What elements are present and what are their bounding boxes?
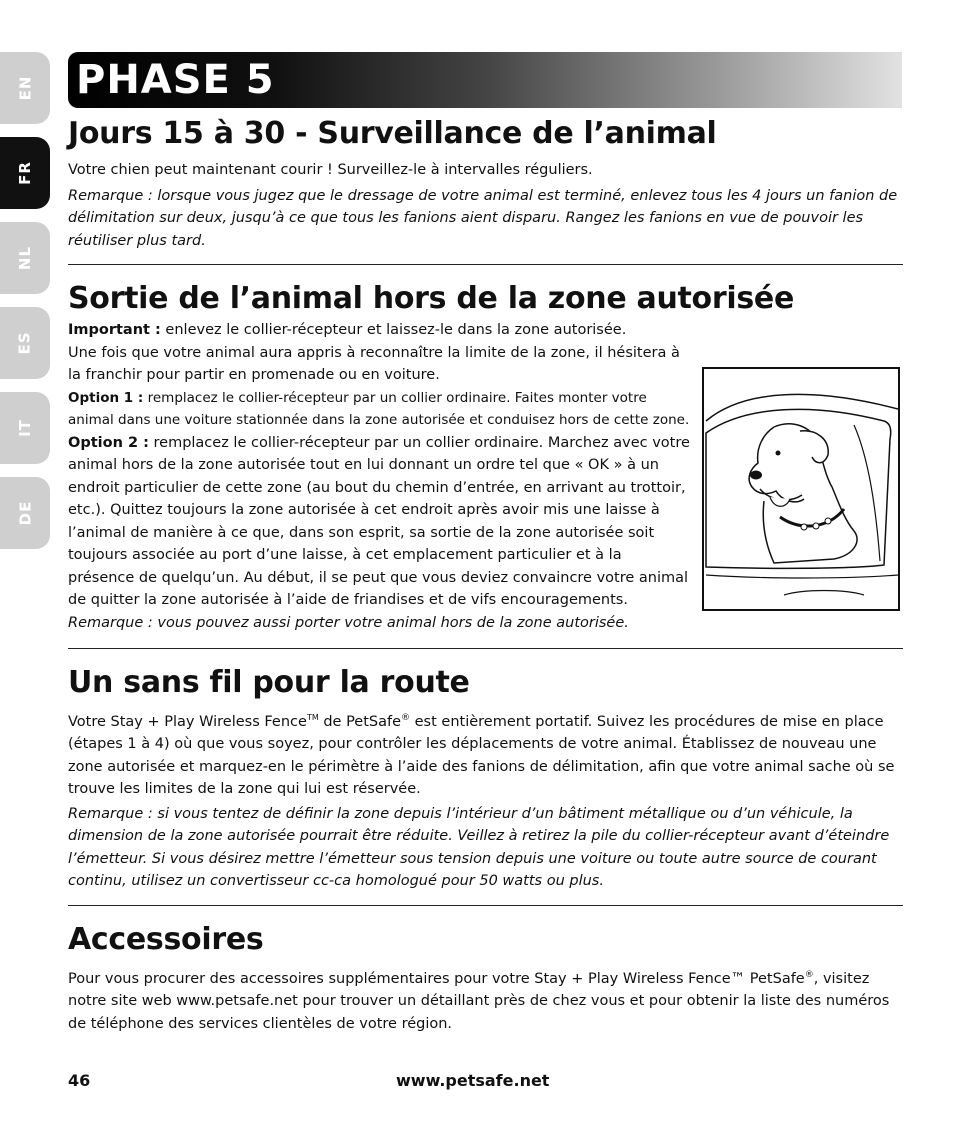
registered-mark: ®: [804, 969, 814, 980]
section-heading-portable: Un sans fil pour la route: [68, 665, 470, 700]
accessories-body-b: , visitez notre site web www.petsafe.net pour trouver un détaillant près de chez vous et pour obtenir la liste des numéros de téléphone des services clientèles de votre région.: [68, 970, 890, 1032]
dog-car-drawing: [704, 369, 898, 609]
important-label: Important :: [68, 322, 161, 338]
option-1-label: Option 1 :: [68, 389, 144, 406]
section-heading-accessories: Accessoires: [68, 921, 264, 957]
website-link[interactable]: www.petsafe.net: [396, 1071, 550, 1090]
divider: [68, 905, 903, 906]
surveillance-body: Votre chien peut maintenant courir ! Surveillez-le à intervalles réguliers.: [68, 162, 593, 178]
portable-body-b: de PetSafe: [318, 713, 402, 730]
option-2-label: Option 2 :: [68, 434, 149, 451]
tab-de[interactable]: DE: [0, 477, 50, 549]
divider: [68, 264, 903, 265]
portable-note: Remarque : si vous tentez de définir la zone depuis l’intérieur d’un bâtiment métallique ou d’un véhicule, la dimension de la zone autorisée pourrait être réduite. Veillez à retirez la pile du collier-récepteur avant d’éteindre l’émetteur. Si vous désirez mettre l’émetteur sous tension depuis une voiture ou toute autre source de courant continu, utilisez un convertisseur cc-ca homologué pour 50 watts ou plus.: [68, 805, 890, 890]
portable-body: [68, 707, 903, 801]
portable-body-c: est entièrement portatif. Suivez les procédures de mise en place (étapes 1 à 4) où que vous soyez, pour contrôler les déplacements de votre animal. Établissez de nouveau une zone autorisée et marquez-en le périmètre à l’aide des fanions de délimitation, afin que votre animal sache où se trouve les limites de la zone qui lui est réservée.: [68, 713, 895, 798]
option-1-paragraph: [68, 387, 690, 432]
tab-fr[interactable]: FR: [0, 137, 50, 209]
section-heading-exit-zone: Sortie de l’animal hors de la zone autorisée: [68, 281, 794, 316]
page-number: 46: [68, 1071, 91, 1090]
accessories-body-a: Pour vous procurer des accessoires supplémentaires pour votre Stay + Play Wireless Fence™ PetSafe: [68, 970, 805, 987]
registered-mark: ®: [401, 713, 411, 723]
tab-en[interactable]: EN: [0, 52, 50, 124]
option-1-text: remplacez le collier-récepteur par un collier ordinaire. Faites monter votre animal dans une voiture stationnée dans la zone autorisée et conduisez hors de cette zone.: [68, 389, 690, 428]
exit-note: Remarque : vous pouvez aussi porter votre animal hors de la zone autorisée.: [68, 614, 629, 631]
phase-banner: [68, 52, 902, 108]
portable-body-a: Votre Stay + Play Wireless Fence: [68, 713, 307, 730]
important-text: enlevez le collier-récepteur et laissez-le dans la zone autorisée.: [160, 322, 627, 338]
tab-it[interactable]: IT: [0, 392, 50, 464]
dog-in-car-illustration: [702, 367, 900, 611]
phase-title: PHASE 5: [76, 57, 275, 103]
surveillance-note: Remarque : lorsque vous jugez que le dressage de votre animal est terminé, enlevez tous les 4 jours un fanion de délimitation sur deux, jusqu’à ce que tous les fanions aient disparu. Rangez les fanions en vue de pouvoir les réutiliser plus tard.: [68, 187, 898, 249]
tab-nl[interactable]: NL: [0, 222, 50, 294]
section-heading-surveillance: Jours 15 à 30 - Surveillance de l’animal: [68, 116, 717, 151]
tab-es[interactable]: ES: [0, 307, 50, 379]
accessories-body: [68, 964, 903, 1035]
divider: [68, 648, 903, 649]
section-exit-zone: [68, 279, 903, 634]
important-paragraph: [68, 319, 690, 342]
option-2-text: remplacez le collier-récepteur par un collier ordinaire. Marchez avec votre animal hors de la zone autorisée tout en lui donnant un ordre tel que « OK » à un endroit particulier de cette zone (au bout du chemin d’entrée, en arrivant au trottoir, etc.). Quittez toujours la zone autorisée à cet endroit après avoir mis une laisse à l’animal de manière à ce que, dans son esprit, sa sortie de la zone autorisée soit toujours associée au port d’une laisse, à cet emplacement particulier et à la présence de quelqu’un. Au début, il se peut que vous deviez convaincre votre animal de quitter la zone autorisée à l’aide de friandises et de vifs encouragements.: [68, 434, 690, 608]
trademark-mark: TM: [306, 713, 319, 722]
exit-zone-text: [68, 319, 690, 634]
main-content: [68, 114, 903, 1035]
exit-intro: Une fois que votre animal aura appris à reconnaître la limite de la zone, il hésitera à la franchir pour partir en promenade ou en voiture.: [68, 344, 680, 383]
option-2-paragraph: [68, 432, 690, 612]
